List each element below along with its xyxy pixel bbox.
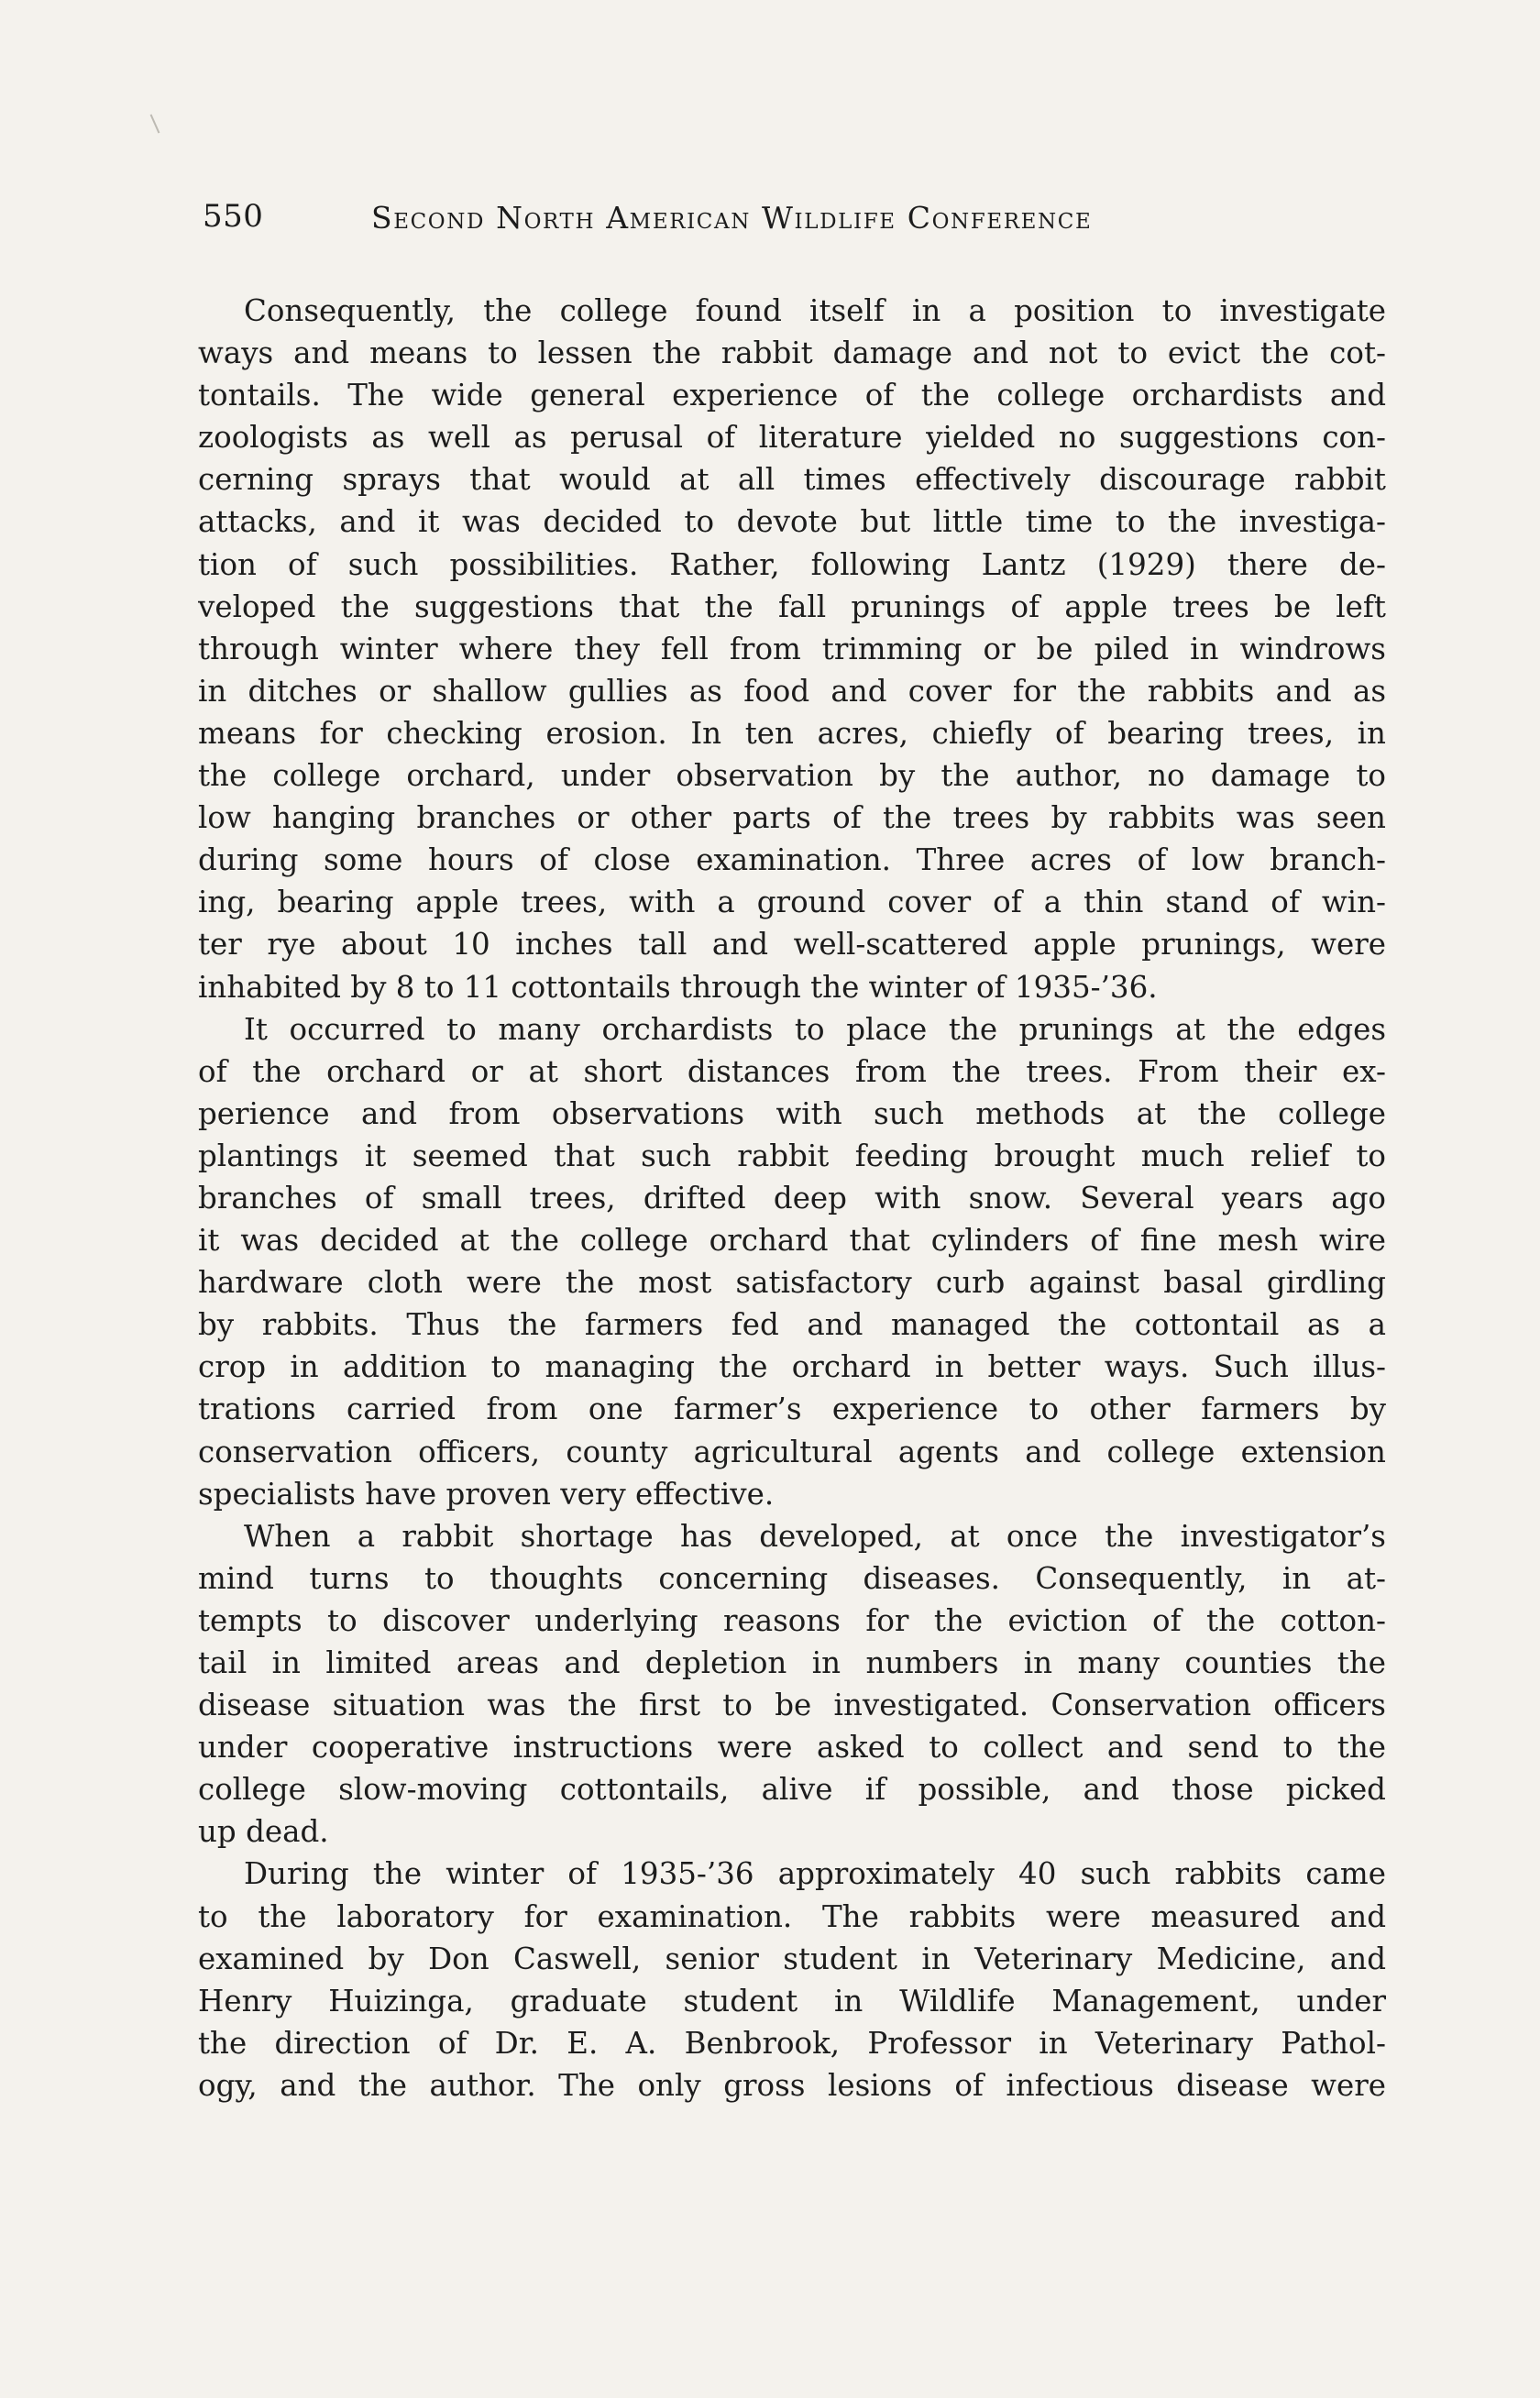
text-line: cerning sprays that would at all times effectively discourage rabbit [198,462,1386,498]
page-number: 550 [203,198,264,235]
running-title: Second North American Wildlife Conference [371,200,1093,236]
text-line: perience and from observations with such methods at the college [198,1095,1386,1131]
text-line: through winter where they fell from trimming or be piled in windrows [198,631,1386,666]
text-line: ter rye about 10 inches tall and well-scattered apple prunings, were [198,927,1386,962]
text-line: to the laboratory for examination. The rabbits were measured and [198,1898,1386,1934]
text-line: conservation officers, county agricultural agents and college extension [198,1434,1386,1469]
text-line: inhabited by 8 to 11 cottontails through the winter of 1935-’36. [198,969,1158,1005]
text-line: tion of such possibilities. Rather, following Lantz (1929) there de- [198,546,1386,582]
text-line: the direction of Dr. E. A. Benbrook, Professor in Veterinary Pathol- [198,2025,1386,2061]
text-line: college slow-moving cottontails, alive if possible, and those picked [198,1772,1386,1808]
text-line: in ditches or shallow gullies as food and cover for the rabbits and as [198,673,1386,709]
text-line: up dead. [198,1814,329,1850]
text-line: tail in limited areas and depletion in numbers in many counties the [198,1645,1386,1680]
text-line: tontails. The wide general experience of the college orchardists and [198,378,1386,413]
text-line: low hanging branches or other parts of the trees by rabbits was seen [198,800,1386,836]
text-line: Consequently, the college found itself in a position to investigate [244,293,1386,328]
text-line: disease situation was the first to be investigated. Conservation officers [198,1688,1386,1723]
body-text [198,290,1386,2106]
text-line: under cooperative instructions were asked to collect and send to the [198,1730,1386,1766]
text-line: of the orchard or at short distances from the trees. From their ex- [198,1053,1386,1089]
text-line: plantings it seemed that such rabbit feeding brought much relief to [198,1138,1386,1173]
text-line: tempts to discover underlying reasons for the eviction of the cotton- [198,1602,1386,1638]
text-line: branches of small trees, drifted deep with snow. Several years ago [198,1180,1386,1216]
text-line: ing, bearing apple trees, with a ground cover of a thin stand of win- [198,885,1386,920]
text-line: it was decided at the college orchard that cylinders of fine mesh wire [198,1223,1386,1259]
text-line: by rabbits. Thus the farmers fed and managed the cottontail as a [198,1307,1386,1343]
text-line: veloped the suggestions that the fall prunings of apple trees be left [198,588,1386,624]
text-line: means for checking erosion. In ten acres, chiefly of bearing trees, in [198,715,1386,751]
text-line: the college orchard, under observation by the author, no damage to [198,758,1386,794]
stray-pencil-mark [150,115,160,134]
text-line: examined by Don Caswell, senior student in Veterinary Medicine, and [198,1941,1386,1976]
text-line: trations carried from one farmer’s experience to other farmers by [198,1392,1386,1427]
text-line: When a rabbit shortage has developed, at once the investigator’s [244,1518,1386,1554]
text-line: crop in addition to managing the orchard in better ways. Such illus- [198,1349,1386,1385]
text-line: attacks, and it was decided to devote but little time to the investiga- [198,504,1386,540]
text-line: during some hours of close examination. Three acres of low branch- [198,842,1386,878]
text-line: specialists have proven very effective. [198,1476,775,1512]
text-line: It occurred to many orchardists to place the prunings at the edges [244,1011,1386,1047]
text-line: During the winter of 1935-’36 approximately 40 such rabbits came [244,1856,1386,1892]
text-line: ogy, and the author. The only gross lesions of infectious disease were [198,2067,1386,2103]
text-line: ways and means to lessen the rabbit damage and not to evict the cot- [198,336,1386,371]
text-line: mind turns to thoughts concerning diseases. Consequently, in at- [198,1560,1386,1596]
text-line: Henry Huizinga, graduate student in Wildlife Management, under [198,1983,1386,2018]
running-head [203,198,1385,253]
text-line: zoologists as well as perusal of literature yielded no suggestions con- [198,420,1386,456]
text-line: hardware cloth were the most satisfactory curb against basal girdling [198,1265,1386,1301]
